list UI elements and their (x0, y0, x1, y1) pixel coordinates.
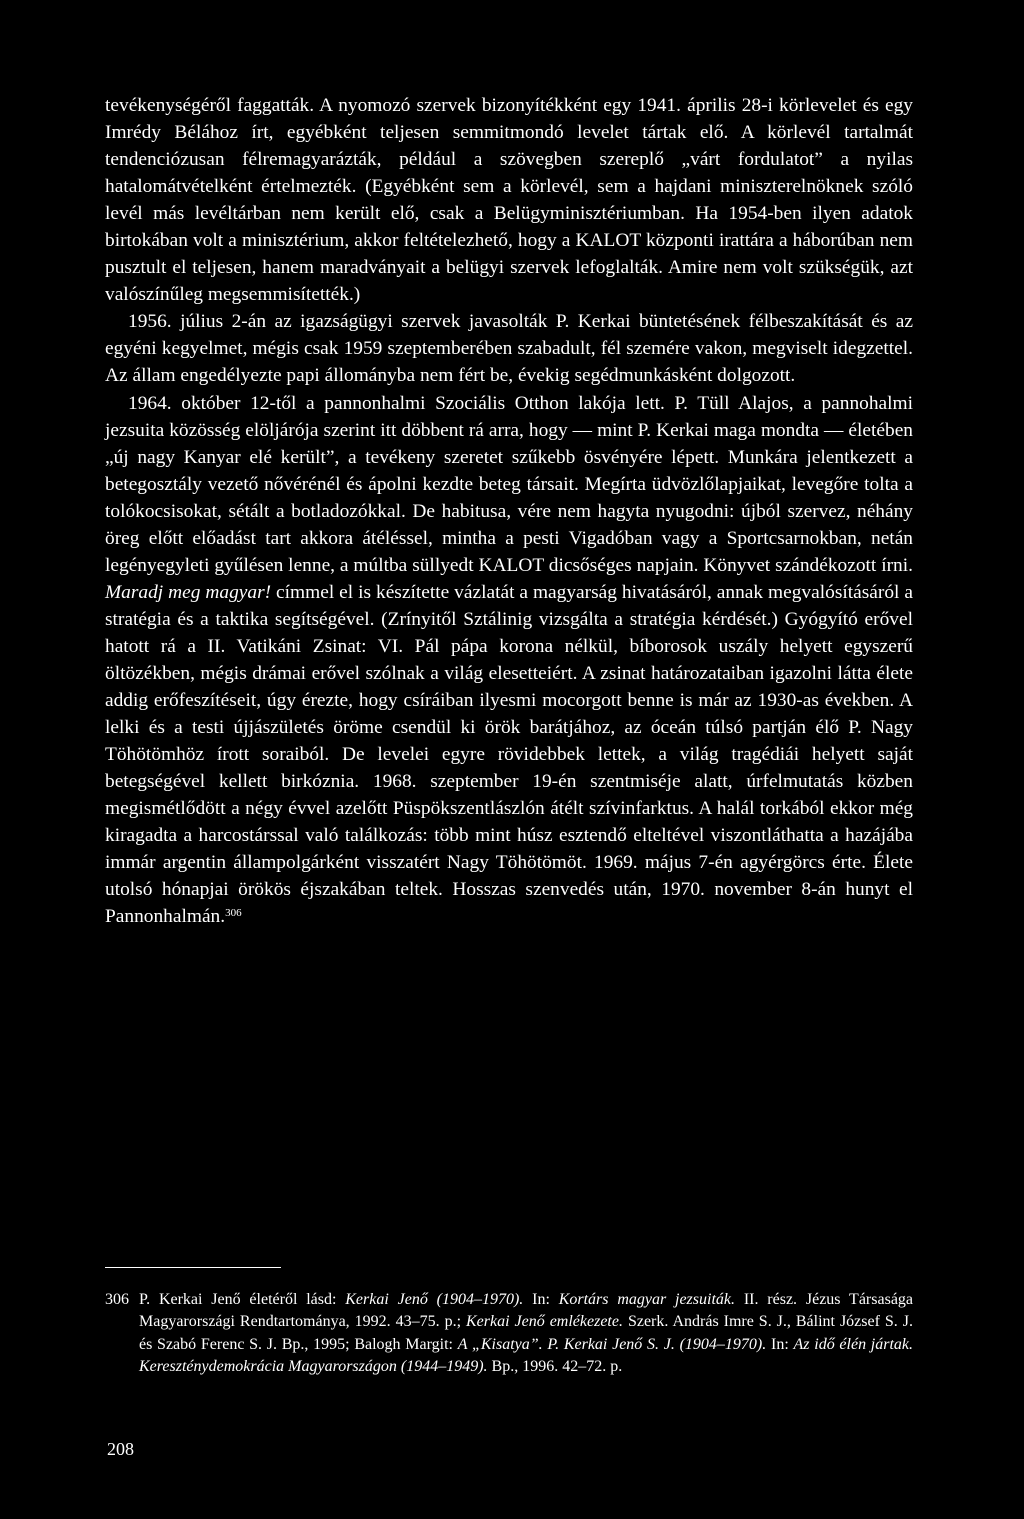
italic-title: Az idő élén jártak. Kereszténydemokrácia Magyarországon (1944–1949). (139, 1335, 914, 1375)
footnote-run: P. Kerkai Jenő életéről lásd: (139, 1291, 346, 1308)
text-run: címmel el is készítette vázlatát a magyarság hivatásáról, annak megvalósításáról a stratégia és a taktika segítségével. (Zrínyitől Sztálinig vizsgálta a stratégia kérdését.) Gyógyító erővel hatott rá a II. Vatikáni Zsinat: VI. Pál pápa korona nélkül, bíborosok uszály helyett egyszerű öltözékben, mégis drámai erővel szólnak a világ elesetteiért. A zsinat határozataiban igazolni látta élete addig erőfeszítéseit, úgy érezte, hogy csíráiban ilyesmi mocorgott benne is már az 1930-as években. A lelki és a testi újjászületés öröme csendül ki örök barátjához, az óceán túlsó partján élő P. Nagy Töhötömhöz írott soraiból. De levelei egyre rövidebbek lettek, a világ tragédiái helyett saját betegségével kellett birkóznia. 1968. szeptember 19-én szentmiséje alatt, úrfelmutatás közben megismétlődött a négy évvel azelőtt Püspökszentlászlón átélt szívinfarktus. A halál torkából ekkor még kiragadta a harcostárssal való találkozás: több mint húsz esztendő elteltével viszontláthatta a hazájába immár argentin állampolgárként visszatért Nagy Töhötömöt. 1969. május 7-én agyérgörcs érte. Élete utolsó hónapjai örökös éjszakában teltek. Hosszas szenvedés után, 1970. november 8-án hunyt el Pannonhalmán. (105, 581, 913, 928)
italic-title: Kerkai Jenő (1904–1970). (345, 1291, 524, 1308)
italic-title: Maradj meg magyar! (105, 581, 272, 603)
footnote-text (139, 1291, 913, 1375)
text-run: 1964. október 12-től a pannonhalmi Szociális Otthon lakója lett. P. Tüll Alajos, a pannohalmi jezsuita közösség elöljárója szerint itt döbbent rá arra, hogy — mint P. Kerkai maga mondta — életében „új nagy Kanyar elé került”, a tevékeny szeretet szűkebb ösvényére lépett. Munkára jelentkezett a betegosztály vezető nővérénél és ápolni kezdte beteg társait. Megírta üdvözlőlapjaikat, levegőre tolta a tolókocsisokat, sétált a botladozókkal. De habitusa, vére nem hagyta nyugodni: újból szervez, néhány öreg előtt előadást tart akkora átéléssel, mintha a pesti Vigadóban vagy a Sportcsarnokban, netán legényegyleti gyűlésen lenne, a múltba süllyedt KALOT dicsőséges napjain. Könyvet szándékozott írni. (105, 392, 913, 576)
footnote-reference: 306 (225, 907, 242, 920)
footnote-separator (105, 1267, 281, 1268)
footnote-run: Szerk. András Imre S. J., Bálint József S. J. és Szabó Ferenc S. J. Bp., 1995; Balogh Margit: (139, 1313, 913, 1353)
paragraph-2 (105, 308, 913, 389)
italic-title: Kerkai Jenő emlékezete. (466, 1313, 623, 1331)
footnote-run: In: (523, 1291, 559, 1308)
italic-title: Kortárs magyar jezsuiták. (558, 1291, 736, 1308)
page-number: 208 (107, 1439, 134, 1459)
italic-title: A „Kisatya”. P. Kerkai Jenő S. J. (1904–1970). (457, 1335, 767, 1353)
footnote-run: In: (766, 1335, 794, 1353)
body-text (105, 92, 913, 930)
paragraph-1 (105, 92, 913, 308)
footnote-306 (105, 1289, 913, 1378)
text-run: tevékenységéről faggatták. A nyomozó szervek bizonyítékként egy 1941. április 28-i körlevelet és egy Imrédy Bélához írt, egyébként teljesen semmitmondó levelet tártak elő. A körlevél tartalmát tendenciózusan félremagyarázták, például a szövegben szereplő „várt fordulatot” a nyilas hatalomátvételként értelmezték. (Egyébként sem a körlevél, sem a hajdani miniszterelnöknek szóló levél más levéltárban nem került elő, csak a Belügyminisztériumban. Ha 1954-ben ilyen adatok birtokában volt a minisztérium, akkor feltételezhető, hogy a KALOT központi irattára a háborúban nem pusztult el teljesen, hanem maradványait a belügyi szervek lefoglalták. Amire nem volt szükségük, azt valószínűleg megsemmisítették.) (105, 95, 913, 306)
text-run: 1956. július 2-án az igazságügyi szervek javasolták P. Kerkai büntetésének félbeszakítását és az egyéni kegyelmet, mégis csak 1959 szeptemberében szabadult, fél szemére vakon, megviselt idegzettel. Az állam engedélyezte papi állományba nem fért be, évekig segédmunkásként dolgozott. (105, 311, 913, 387)
footnote-run: II. rész. Jézus Társasága Magyarországi Rendtartománya, 1992. 43–75. p.; (139, 1291, 914, 1331)
footnote (105, 1289, 913, 1378)
footnote-number: 306 (105, 1291, 129, 1308)
paragraph-3 (105, 390, 913, 931)
footnote-run: Bp., 1996. 42–72. p. (487, 1357, 623, 1375)
